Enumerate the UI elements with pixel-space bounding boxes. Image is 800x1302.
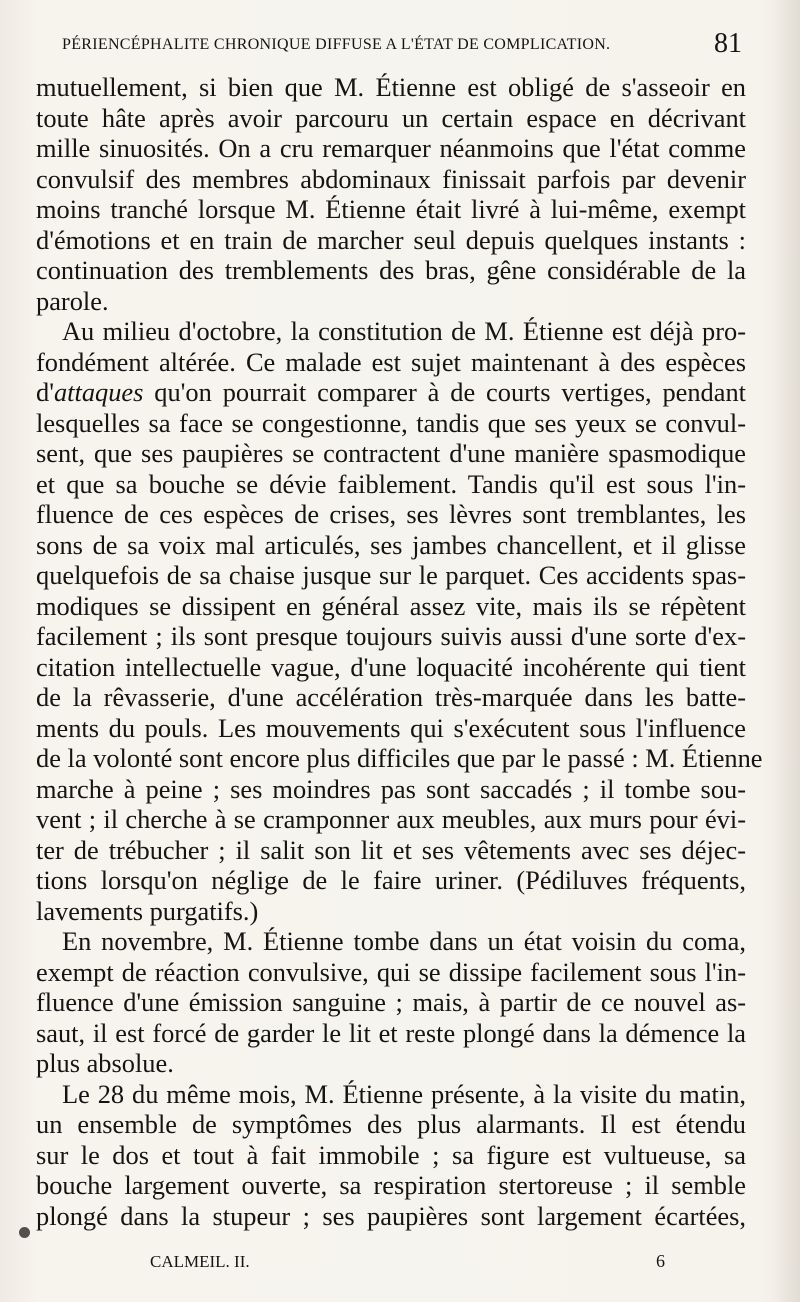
body-text (36, 72, 763, 1231)
text-line-20: citation intellectuelle vague, d'une loquacité incohérente qui tient (36, 651, 746, 682)
text-line-35: un ensemble de symptômes des plus alarmants. Il est étendu (36, 1109, 746, 1139)
italic-word-attaques: attaques (53, 377, 144, 407)
text-line-29: En novembre, M. Étienne tombe dans un état voisin du coma, (62, 926, 746, 956)
text-line-23: de la volonté sont encore plus difficiles que par le passé : M. Étienne (36, 743, 763, 773)
text-line-14: et que sa bouche se dévie faiblement. Tandis qu'il est sous l'in- (36, 468, 746, 499)
text-line-37: bouche largement ouverte, sa respiration stertoreuse ; il semble (36, 1170, 746, 1200)
text-line-1: mutuellement, si bien que M. Étienne est obligé de s'asseoir en (36, 72, 746, 102)
running-title: PÉRIENCÉPHALITE CHRONIQUE DIFFUSE A L'ÉTAT DE COMPLICATION. (62, 36, 611, 53)
text-line-25: vent ; il cherche à se cramponner aux meubles, aux murs pour évi- (36, 804, 746, 834)
margin-dot (19, 1227, 30, 1238)
text-line-26: ter de trébucher ; il salit son lit et ses vêtements avec ses déjec- (36, 834, 746, 865)
text-line-9: Au milieu d'octobre, la constitution de M. Étienne est déjà pro- (62, 316, 746, 346)
text-line-36: sur le dos et tout à fait immobile ; sa figure est vultueuse, sa (36, 1139, 746, 1170)
text-line-38: plongé dans la stupeur ; ses paupières sont largement écartées, (36, 1200, 746, 1231)
text-line-34: Le 28 du même mois, M. Étienne présente, à la visite du matin, (62, 1078, 746, 1109)
text-line-18: modiques se dissipent en général assez vite, mais ils se répètent (36, 590, 746, 621)
text-line-16: sons de sa voix mal articulés, ses jambes chancellent, et il glisse (36, 529, 746, 560)
text-line-10: fondément altérée. Ce malade est sujet maintenant à des espèces (36, 346, 746, 377)
text-line-5: moins tranché lorsque M. Étienne était livré à lui-même, exempt (36, 194, 746, 224)
text-line-17: quelquefois de sa chaise jusque sur le parquet. Ces accidents spas- (36, 560, 746, 590)
text-line-3: mille sinuosités. On a cru remarquer néanmoins que l'état comme (36, 133, 746, 163)
text-line-27: tions lorsqu'on néglige de le faire uriner. (Pédiluves fréquents, (36, 865, 746, 895)
text-line-19: facilement ; ils sont presque toujours suivis aussi d'une sorte d'ex- (36, 621, 746, 651)
page-edge-shadow (774, 0, 800, 1302)
text-line-6: d'émotions et en train de marcher seul depuis quelques instants : (36, 224, 746, 255)
page-footer (150, 1252, 665, 1276)
text-line-13: sent, que ses paupières se contractent d'une manière spasmodique (36, 438, 746, 468)
sheet-number: 6 (656, 1251, 665, 1271)
text-line-22: ments du pouls. Les mouvements qui s'exécutent sous l'influence (36, 712, 746, 743)
text-fragment-rest: qu'on pourrait comparer à de courts vertiges, pendant (143, 377, 746, 407)
running-header (62, 28, 742, 62)
text-line-2: toute hâte après avoir parcouru un certain espace en décrivant (36, 102, 746, 133)
text-line-11 (36, 377, 746, 408)
text-line-33: plus absolue. (36, 1048, 174, 1078)
text-line-30: exempt de réaction convulsive, qui se dissipe facilement sous l'in- (36, 956, 746, 987)
text-line-21: de la rêvasserie, d'une accélération très-marquée dans les batte- (36, 682, 746, 712)
text-line-4: convulsif des membres abdominaux finissait parfois par devenir (36, 163, 746, 194)
page-number: 81 (714, 28, 742, 59)
text-fragment-prefix: d' (36, 377, 54, 407)
text-line-28: lavements purgatifs.) (36, 895, 259, 926)
text-line-8: parole. (36, 285, 109, 316)
text-line-12: lesquelles sa face se congestionne, tandis que ses yeux se convul- (36, 407, 746, 438)
printer-signature: CALMEIL. II. (150, 1252, 250, 1271)
text-line-32: saut, il est forcé de garder le lit et reste plongé dans la démence la (36, 1017, 746, 1048)
text-line-31: fluence d'une émission sanguine ; mais, à partir de ce nouvel as- (36, 987, 746, 1017)
text-line-15: fluence de ces espèces de crises, ses lèvres sont tremblantes, les (36, 499, 746, 529)
text-line-24: marche à peine ; ses moindres pas sont saccadés ; il tombe sou- (36, 773, 746, 804)
text-line-7: continuation des tremblements des bras, gêne considérable de la (36, 255, 746, 285)
